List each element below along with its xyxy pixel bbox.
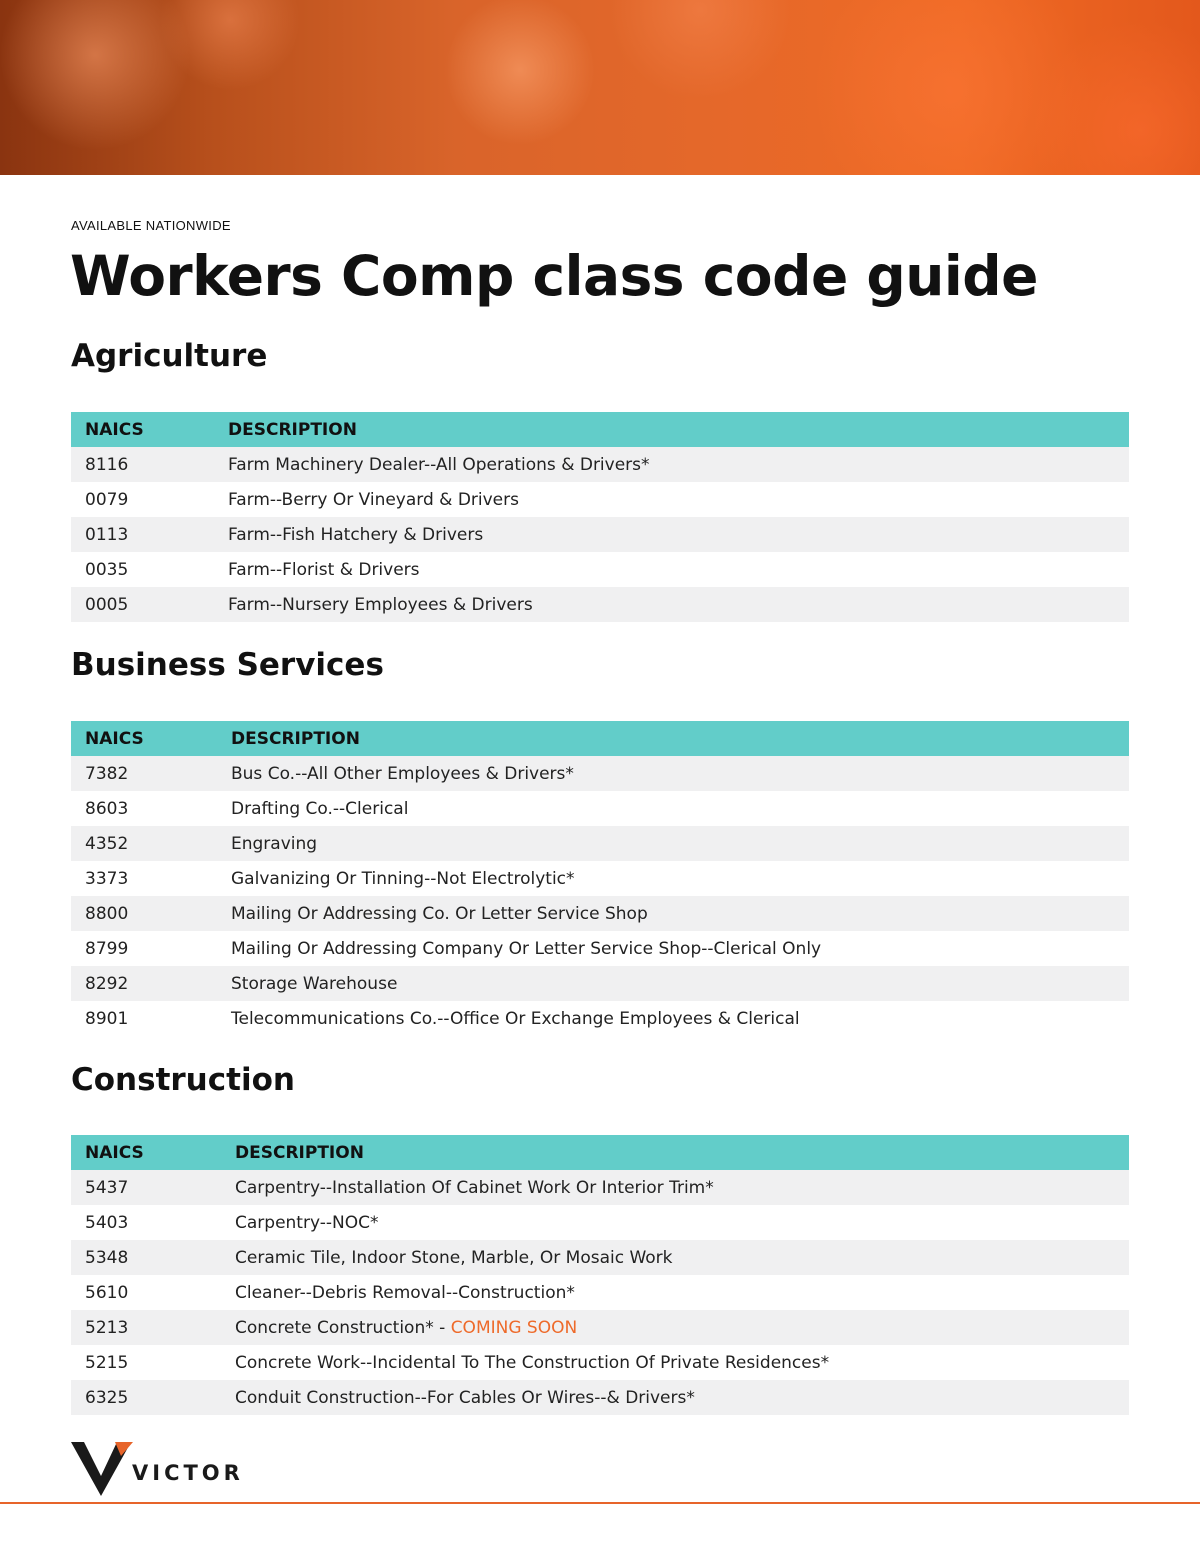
class-description: Cleaner--Debris Removal--Construction* bbox=[235, 1275, 1129, 1310]
class-description: Ceramic Tile, Indoor Stone, Marble, Or Mosaic Work bbox=[235, 1240, 1129, 1275]
table-row bbox=[71, 1240, 1129, 1275]
naics-code: 8901 bbox=[71, 1001, 231, 1036]
class-description: Carpentry--NOC* bbox=[235, 1205, 1129, 1240]
class-description: Mailing Or Addressing Co. Or Letter Service Shop bbox=[231, 896, 1129, 931]
class-description: Concrete Work--Incidental To The Construction Of Private Residences* bbox=[235, 1345, 1129, 1380]
table-row bbox=[71, 1170, 1129, 1205]
class-description-text: Concrete Construction* - bbox=[235, 1317, 451, 1338]
class-description: Conduit Construction--For Cables Or Wires--& Drivers* bbox=[235, 1380, 1129, 1415]
section-title-business-services: Business Services bbox=[71, 647, 384, 683]
table-row bbox=[71, 517, 1129, 552]
column-header-naics: NAICS bbox=[71, 1135, 235, 1170]
class-description: Telecommunications Co.--Office Or Exchange Employees & Clerical bbox=[231, 1001, 1129, 1036]
table-row bbox=[71, 826, 1129, 861]
naics-code: 7382 bbox=[71, 756, 231, 791]
naics-code: 5437 bbox=[71, 1170, 235, 1205]
column-header-description: DESCRIPTION bbox=[231, 721, 1129, 756]
naics-code: 5348 bbox=[71, 1240, 235, 1275]
class-description: Bus Co.--All Other Employees & Drivers* bbox=[231, 756, 1129, 791]
class-description: Farm Machinery Dealer--All Operations & Drivers* bbox=[228, 447, 1129, 482]
class-description: Mailing Or Addressing Company Or Letter Service Shop--Clerical Only bbox=[231, 931, 1129, 966]
naics-code: 5213 bbox=[71, 1310, 235, 1345]
table-row bbox=[71, 966, 1129, 1001]
naics-code: 0035 bbox=[71, 552, 228, 587]
eyebrow-label: AVAILABLE NATIONWIDE bbox=[71, 218, 231, 233]
section-title-construction: Construction bbox=[71, 1062, 295, 1098]
class-description: Engraving bbox=[231, 826, 1129, 861]
page-title: Workers Comp class code guide bbox=[70, 244, 1038, 308]
naics-code: 0079 bbox=[71, 482, 228, 517]
table-header-row bbox=[71, 412, 1129, 447]
class-description: Drafting Co.--Clerical bbox=[231, 791, 1129, 826]
column-header-naics: NAICS bbox=[71, 412, 228, 447]
class-code-table-construction bbox=[71, 1135, 1129, 1415]
column-header-naics: NAICS bbox=[71, 721, 231, 756]
table-row bbox=[71, 1001, 1129, 1036]
table-row bbox=[71, 1380, 1129, 1415]
class-description: Galvanizing Or Tinning--Not Electrolytic* bbox=[231, 861, 1129, 896]
naics-code: 0005 bbox=[71, 587, 228, 622]
table-header-row bbox=[71, 1135, 1129, 1170]
table-row bbox=[71, 552, 1129, 587]
section-title-agriculture: Agriculture bbox=[71, 338, 268, 374]
table-row bbox=[71, 861, 1129, 896]
column-header-description: DESCRIPTION bbox=[235, 1135, 1129, 1170]
logo-wordmark: VICTOR bbox=[132, 1461, 244, 1485]
class-code-table-agriculture bbox=[71, 412, 1129, 622]
naics-code: 5610 bbox=[71, 1275, 235, 1310]
naics-code: 8799 bbox=[71, 931, 231, 966]
header-banner-image bbox=[0, 0, 1200, 175]
table-row bbox=[71, 931, 1129, 966]
naics-code: 4352 bbox=[71, 826, 231, 861]
class-code-table-business-services bbox=[71, 721, 1129, 1036]
footer-divider bbox=[0, 1502, 1200, 1504]
naics-code: 8116 bbox=[71, 447, 228, 482]
class-description: Farm--Florist & Drivers bbox=[228, 552, 1129, 587]
table-row bbox=[71, 587, 1129, 622]
column-header-description: DESCRIPTION bbox=[228, 412, 1129, 447]
naics-code: 8603 bbox=[71, 791, 231, 826]
class-description: Carpentry--Installation Of Cabinet Work Or Interior Trim* bbox=[235, 1170, 1129, 1205]
table-row bbox=[71, 756, 1129, 791]
naics-code: 5403 bbox=[71, 1205, 235, 1240]
naics-code: 6325 bbox=[71, 1380, 235, 1415]
table-row bbox=[71, 482, 1129, 517]
coming-soon-label: COMING SOON bbox=[450, 1317, 578, 1338]
class-description bbox=[235, 1310, 1129, 1345]
class-description: Farm--Fish Hatchery & Drivers bbox=[228, 517, 1129, 552]
table-row bbox=[71, 1205, 1129, 1240]
naics-code: 8800 bbox=[71, 896, 231, 931]
class-description: Farm--Nursery Employees & Drivers bbox=[228, 587, 1129, 622]
table-row bbox=[71, 1275, 1129, 1310]
naics-code: 8292 bbox=[71, 966, 231, 1001]
table-row bbox=[71, 896, 1129, 931]
naics-code: 3373 bbox=[71, 861, 231, 896]
class-description: Farm--Berry Or Vineyard & Drivers bbox=[228, 482, 1129, 517]
naics-code: 0113 bbox=[71, 517, 228, 552]
table-row bbox=[71, 1345, 1129, 1380]
table-row bbox=[71, 1310, 1129, 1345]
table-row bbox=[71, 447, 1129, 482]
naics-code: 5215 bbox=[71, 1345, 235, 1380]
table-header-row bbox=[71, 721, 1129, 756]
class-description: Storage Warehouse bbox=[231, 966, 1129, 1001]
table-row bbox=[71, 791, 1129, 826]
